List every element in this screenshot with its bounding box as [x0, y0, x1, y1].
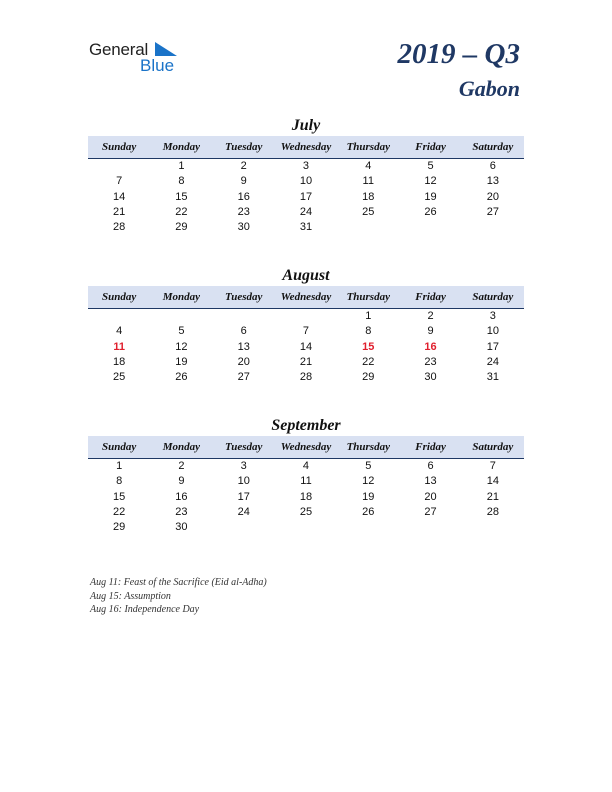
date-cell: 8 — [178, 175, 185, 188]
date-cell: 4 — [365, 160, 372, 172]
date-cell: 13 — [237, 340, 250, 353]
date-cell: 13 — [486, 175, 499, 188]
weekday-label: Friday — [415, 291, 446, 303]
date-cell: 25 — [113, 371, 126, 384]
date-cell: 25 — [362, 205, 375, 218]
holiday-date-cell: 16 — [424, 340, 437, 353]
date-cell: 5 — [427, 160, 434, 172]
month-block — [88, 117, 524, 235]
date-cell — [213, 309, 275, 324]
date-cell: 24 — [299, 205, 313, 218]
brand-logo — [89, 40, 189, 76]
date-cell — [213, 520, 275, 535]
date-cell: 24 — [486, 355, 499, 368]
holiday-note: Aug 16: Independence Day — [90, 604, 200, 615]
date-cell — [88, 309, 150, 324]
weekday-label: Saturday — [472, 441, 514, 453]
month-block — [88, 417, 524, 535]
date-cell — [337, 520, 399, 535]
date-cell: 6 — [240, 325, 247, 338]
date-cell: 28 — [113, 221, 126, 234]
date-cell: 25 — [299, 505, 313, 518]
date-cell: 22 — [362, 355, 375, 368]
month-name: September — [271, 417, 341, 434]
holiday-date-cell: 11 — [113, 340, 125, 353]
date-cell: 22 — [113, 505, 126, 518]
date-cell: 1 — [116, 460, 123, 472]
date-cell: 31 — [299, 221, 313, 234]
date-cell: 7 — [489, 460, 496, 472]
weekday-label: Thursday — [346, 291, 390, 303]
date-cell: 8 — [365, 325, 372, 338]
date-cell: 14 — [113, 190, 126, 203]
month-name: July — [291, 117, 321, 134]
date-cell: 16 — [175, 490, 188, 503]
date-cell: 26 — [175, 371, 188, 384]
weekday-label: Wednesday — [280, 141, 332, 153]
date-cell: 14 — [486, 475, 499, 488]
date-cell: 9 — [240, 175, 247, 188]
date-cell: 1 — [365, 310, 372, 322]
weekday-label: Sunday — [102, 291, 137, 303]
weekday-label: Thursday — [346, 441, 390, 453]
date-cell: 20 — [486, 190, 499, 203]
date-cell: 18 — [362, 190, 375, 203]
logo-text-blue: Blue — [140, 56, 175, 75]
date-cell: 28 — [299, 371, 313, 384]
date-cell: 2 — [240, 160, 247, 172]
date-cell: 8 — [116, 475, 123, 488]
week-row — [88, 159, 524, 174]
date-cell: 13 — [424, 475, 437, 488]
date-cell: 18 — [113, 355, 126, 368]
weekday-header — [88, 436, 524, 459]
holiday-note: Aug 11: Feast of the Sacrifice (Eid al-Adha) — [90, 577, 267, 588]
date-cell: 23 — [237, 205, 250, 218]
date-cell: 11 — [300, 475, 312, 488]
date-cell: 17 — [299, 190, 313, 203]
date-cell: 29 — [113, 521, 126, 534]
date-cell: 29 — [362, 371, 375, 384]
date-cell: 12 — [175, 340, 188, 353]
date-cell: 10 — [299, 175, 313, 188]
date-cell — [275, 520, 337, 535]
holiday-date-cell: 15 — [362, 340, 375, 353]
date-cell: 11 — [362, 175, 374, 188]
week-row — [88, 490, 524, 505]
date-cell: 3 — [489, 310, 496, 322]
date-cell — [399, 220, 461, 235]
week-row — [88, 220, 524, 235]
date-cell — [275, 309, 337, 324]
date-cell: 21 — [113, 205, 126, 218]
date-cell: 27 — [237, 371, 250, 384]
weekday-label: Saturday — [472, 291, 514, 303]
date-cell — [88, 159, 150, 174]
weekday-label: Monday — [162, 441, 201, 453]
weekday-header — [88, 286, 524, 309]
weekday-label: Friday — [415, 141, 446, 153]
date-cell: 19 — [424, 190, 437, 203]
date-cell: 27 — [486, 205, 499, 218]
date-cell: 1 — [178, 160, 185, 172]
weekday-label: Tuesday — [224, 141, 263, 153]
date-cell: 6 — [489, 160, 496, 172]
week-row — [88, 520, 524, 535]
weekday-label: Friday — [415, 441, 446, 453]
week-row — [88, 324, 524, 339]
weekday-label: Tuesday — [224, 441, 263, 453]
date-cell — [462, 520, 524, 535]
date-cell: 30 — [424, 371, 437, 384]
date-cell: 31 — [486, 371, 499, 384]
week-row — [88, 309, 524, 324]
date-cell: 4 — [116, 325, 123, 338]
weekday-label: Monday — [162, 141, 201, 153]
date-cell: 6 — [427, 460, 434, 472]
weekday-label: Sunday — [102, 441, 137, 453]
date-cell — [399, 520, 461, 535]
week-row — [88, 174, 524, 189]
date-cell: 18 — [299, 490, 313, 503]
date-cell: 12 — [362, 475, 375, 488]
month-name: August — [282, 267, 330, 284]
date-cell: 9 — [427, 325, 434, 338]
date-cell: 5 — [178, 325, 185, 338]
date-cell: 28 — [486, 505, 499, 518]
date-cell: 16 — [237, 190, 250, 203]
date-cell: 23 — [175, 505, 188, 518]
date-cell — [150, 309, 212, 324]
week-row — [88, 474, 524, 489]
date-cell: 29 — [175, 221, 188, 234]
week-row — [88, 190, 524, 205]
date-cell: 5 — [365, 460, 372, 472]
date-cell: 22 — [175, 205, 188, 218]
date-cell: 2 — [427, 310, 434, 322]
logo-text-general: General — [89, 40, 149, 59]
date-cell: 15 — [175, 190, 188, 203]
date-cell: 21 — [486, 490, 499, 503]
week-row — [88, 355, 524, 370]
weekday-label: Thursday — [346, 141, 390, 153]
week-row — [88, 505, 524, 520]
date-cell: 23 — [424, 355, 437, 368]
date-cell: 20 — [237, 355, 250, 368]
date-cell: 30 — [175, 521, 188, 534]
date-cell: 19 — [175, 355, 188, 368]
date-cell — [337, 220, 399, 235]
date-cell: 17 — [486, 340, 499, 353]
date-cell: 3 — [240, 460, 247, 472]
country-name: Gabon — [458, 76, 520, 101]
weekday-label: Monday — [162, 291, 201, 303]
date-cell: 4 — [302, 460, 310, 472]
date-cell: 19 — [362, 490, 375, 503]
weekday-label: Tuesday — [224, 291, 263, 303]
weekday-header — [88, 136, 524, 159]
weekday-label: Sunday — [102, 141, 137, 153]
date-cell: 20 — [424, 490, 437, 503]
week-row — [88, 370, 524, 385]
date-cell: 10 — [486, 325, 499, 338]
week-row — [88, 340, 524, 355]
date-cell — [462, 220, 524, 235]
date-cell: 17 — [237, 490, 250, 503]
date-cell: 24 — [237, 505, 250, 518]
weekday-label: Wednesday — [280, 441, 332, 453]
weekday-label: Saturday — [472, 141, 514, 153]
holiday-notes — [90, 576, 267, 617]
page-title: 2019 – Q3 — [397, 38, 520, 70]
weekday-label: Wednesday — [280, 291, 332, 303]
week-row — [88, 459, 524, 474]
date-cell: 26 — [424, 205, 437, 218]
week-row — [88, 205, 524, 220]
holiday-note: Aug 15: Assumption — [90, 590, 171, 602]
date-cell: 27 — [424, 505, 437, 518]
date-cell: 3 — [302, 160, 310, 172]
date-cell: 7 — [116, 175, 123, 188]
date-cell: 10 — [237, 475, 250, 488]
date-cell: 15 — [113, 490, 126, 503]
date-cell: 12 — [424, 175, 437, 188]
date-cell: 30 — [237, 221, 250, 234]
date-cell: 2 — [178, 460, 185, 472]
date-cell: 9 — [178, 475, 185, 488]
date-cell: 14 — [299, 340, 313, 353]
logo-flag-icon — [155, 42, 177, 56]
date-cell: 7 — [302, 325, 310, 338]
date-cell: 21 — [299, 355, 313, 368]
month-block — [88, 267, 524, 385]
date-cell: 26 — [362, 505, 375, 518]
